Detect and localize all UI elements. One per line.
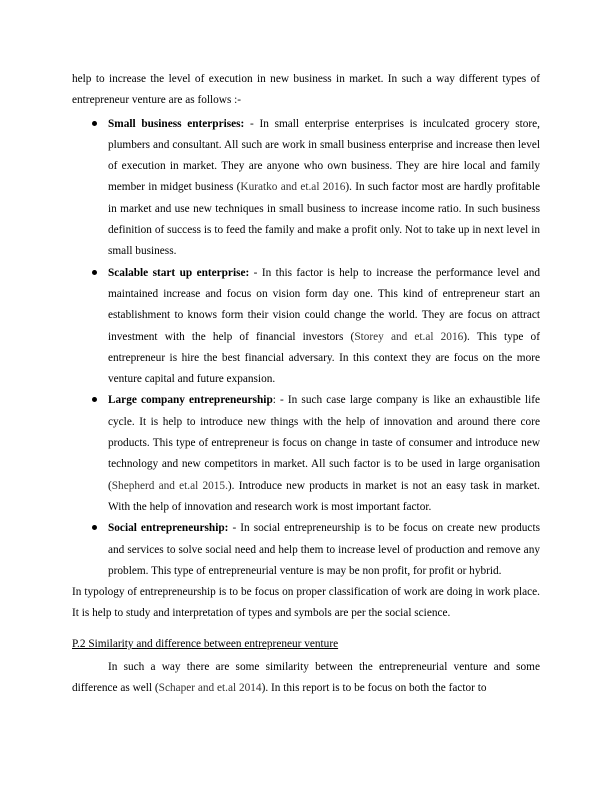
bullet-text: - In social entrepreneurship is to be focus on create new products and services to solve social need and help them to increase level of production and remove any problem. This type of entrepreneurial venture is may be non profit, for profit or hybrid. (108, 522, 540, 577)
list-item (72, 390, 540, 518)
section-text: In such a way there are some similarity between the entrepreneurial venture and some difference as well ( (72, 660, 540, 695)
list-item (72, 263, 540, 391)
page-body (72, 69, 540, 699)
bullet-heading: Scalable start up enterprise: (108, 266, 250, 279)
closing-paragraph: In typology of entrepreneurship is to be focus on proper classification of work are doing in work place. It is help to study and interpretation of types and symbols are per the social science. (72, 586, 540, 620)
bullet-text: - In small enterprise enterprises is inculcated grocery store, plumbers and consultant. All such are work in small business enterprise and increase then level of execution in market. They are anyone who own business. They are hire local and family member in midget business ( (108, 117, 540, 194)
bullet-text: - In this factor is help to increase the performance level and maintained increase and focus on vision form day one. This kind of entrepreneur start an establishment to knows form their vision could change the world. They are focus on attract investment with the help of financial investors ( (108, 266, 541, 343)
bullet-icon (92, 121, 97, 126)
citation: Schaper and et.al 2014 (158, 682, 262, 695)
citation: Kuratko and et.al 2016 (240, 181, 346, 194)
bullet-text: : - In such case large company is like an exhaustible life cycle. It is help to introduce new things with the help of innovation and around there core products. This type of entrepreneur is focus on change in taste of consumer and introduce new technology and new competitors in market. All such factor is to be used in large organisation ( (108, 394, 540, 492)
list-item (72, 518, 540, 582)
bullet-text: ). Introduce new products in market is not an easy task in market. With the help of innovation and research work is most important factor. (108, 479, 540, 513)
list-item (72, 114, 540, 263)
bullet-icon (92, 270, 97, 275)
section-heading: P.2 Similarity and difference between entrepreneur venture (72, 637, 339, 650)
section-paragraph (72, 657, 540, 700)
bullet-text: ). This type of entrepreneur is hire the best financial adversary. In this context they are focus on the more venture capital and future expansion. (108, 330, 540, 386)
bullet-icon (92, 525, 97, 530)
citation: Storey and et.al 2016 (354, 330, 464, 343)
bullet-text: ). In such factor most are hardly profitable in market and use new techniques in small business to increase income ratio. In such business definition of success is to feed the family and make a profit only. Not to take up in next level in small business. (108, 181, 540, 258)
citation: Shepherd and et.al 2015. (111, 479, 228, 492)
intro-paragraph: help to increase the level of execution in new business in market. In such a way different types of entrepreneur venture are as follows :- (72, 73, 540, 107)
section-text: ). In this report is to be focus on both the factor to (261, 682, 487, 695)
bullet-icon (92, 397, 97, 402)
bullet-heading: Social entrepreneurship: (108, 522, 229, 535)
bullet-heading: Large company entrepreneurship (108, 394, 273, 407)
bullet-heading: Small business enterprises: (108, 117, 245, 130)
venture-type-list (72, 114, 540, 583)
